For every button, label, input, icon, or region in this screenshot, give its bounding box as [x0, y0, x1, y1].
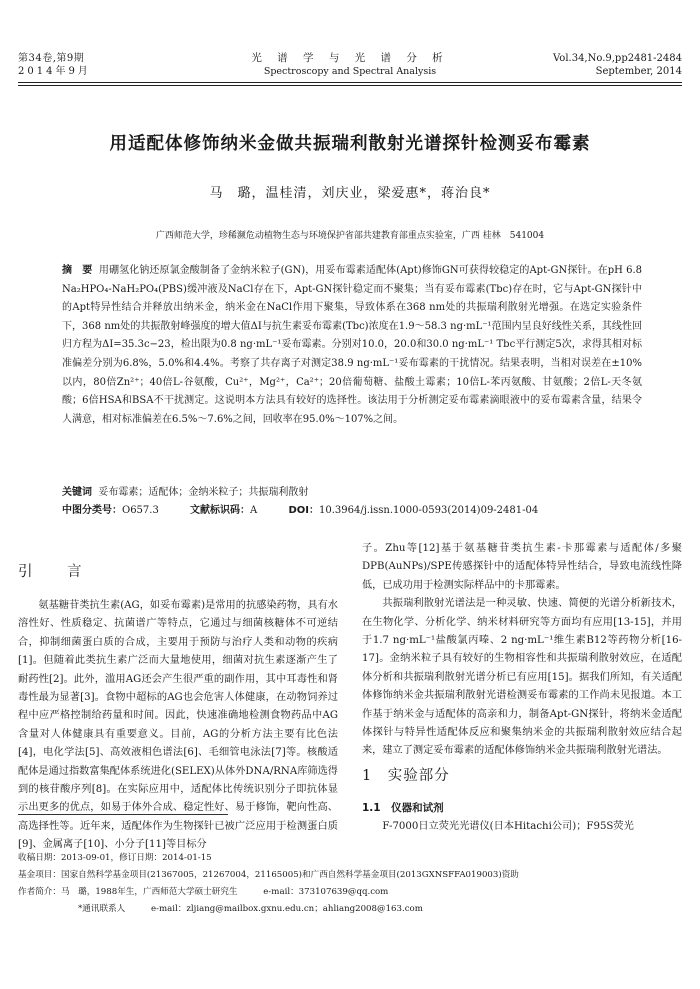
author-list: 马 璐，温桂清，刘庆业，梁爱惠*，蒋治良* [209, 186, 491, 201]
right-column [362, 540, 682, 761]
journal-title-en: Spectroscopy and Spectral Analysis [263, 66, 437, 77]
instrument-paragraph: F-7000日立荧光光谱仪(日本Hitachi公司)；F95S荧光 [382, 821, 634, 832]
doi-value: 10.3964/j.issn.1000-0593(2014)09-2481-04 [318, 505, 539, 516]
paper-title: 用适配体修饰纳米金做共振瑞利散射光谱探针检测妥布霉素 [109, 134, 591, 154]
affiliation: 广西师范大学，珍稀濒危动植物生态与环境保护省部共建教育部重点实验室，广西 桂林 541004 [155, 231, 545, 241]
fund-info: 基金项目：国家自然科学基金项目(21367005，21267004，21165005)和广西自然科学基金项目(2013GXNSFFA019003)资助 [18, 870, 519, 880]
abstract-label: 摘 要 [62, 265, 93, 276]
keywords-text: 妥布霉素；适配体；金纳米粒子；共振瑞利散射 [98, 487, 309, 498]
intro-body [18, 597, 338, 855]
footnote-rule [18, 814, 228, 815]
doc-code-value: A [250, 505, 258, 516]
clc-label: 中图分类号： [62, 505, 122, 516]
keywords-label: 关键词 [62, 487, 92, 498]
abstract-text: 用硼氢化钠还原氯金酸制备了金纳米粒子(GN)，用妥布霉素适配体(Apt)修饰GN可获得较稳定的Apt-GN探针。在pH 6.8 Na₂HPO₄-NaH₂PO₄(PBS)缓冲液及NaCl存在下，Apt-GN探针稳定而不聚集；当有妥布霉素(Tbc)存在时，它与Apt-GN探针中的Apt特异性结合并释放出纳米金，纳米金在NaCl作用下聚集，导致体系在368 nm处的共振瑞利散射光增强。在选定实验条件下，368 nm处的共振散射峰强度的增大值ΔI与抗生素妥布霉素(Tbc)浓度在1.9～58.3 ng·mL⁻¹范围内呈良好线性关系，其线性回归方程为ΔI=35.3c−23，检出限为0.8 ng·mL⁻¹妥布霉素。分别对10.0，20.0和30.0 ng·mL⁻¹ Tbc平行测定5次，求得其相对标准偏差分别为6.8%，5.0%和4.4%。考察了共存离子对测定38.9 ng·mL⁻¹妥布霉素的干扰情况。结果表明，当相对误差在±10%以内，80倍Zn²⁺；40倍L-谷氨酸，Cu²⁺，Mg²⁺，Ca²⁺；20倍葡萄糖、盐酸土霉素；10倍L-苯丙氨酸、甘氨酸；2倍L-天冬氨酸；6倍HSA和BSA不干扰测定。这说明本方法具有较好的选择性。该法用于分析测定妥布霉素滴眼液中的妥布霉素含量，结果令人满意，相对标准偏差在6.5%～7.6%之间，回收率在95.0%～107%之间。 [62, 265, 643, 425]
right-paragraph-1: 子。Zhu等[12]基于氨基糖苷类抗生素-卡那霉素与适配体/多聚DPB(AuNPs)/SPE传感探针中的适配体特异性结合，导致电流线性降低，已成功用于检测实际样品中的卡那霉素。 [362, 543, 682, 591]
volume-pages: Vol.34,No.9,pp2481-2484 [553, 53, 682, 64]
publication-date: 2014年9月 [18, 66, 91, 77]
clc-value: O657.3 [122, 505, 159, 516]
volume-issue: 第34卷,第9期 [18, 53, 85, 64]
footnotes [18, 850, 682, 918]
keywords-block [62, 484, 642, 520]
running-header-right [553, 52, 682, 78]
section-1-heading: 1 实验部分 [362, 768, 450, 784]
subsection-1-1-heading: 1.1 仪器和试剂 [362, 802, 444, 814]
header-rule [18, 82, 682, 83]
author-bio: 作者简介：马 璐，1988年生，广西师范大学硕士研究生 e-mail：373107639@qq.com [18, 887, 389, 897]
right-column-bottom [362, 818, 682, 836]
doi-label: DOI： [288, 505, 319, 516]
journal-title-cn: 光 谱 学 与 光 谱 分 析 [251, 52, 449, 64]
abstract [62, 262, 642, 429]
corresponding-author: *通讯联系人 e-mail：zljiang@mailbox.gxnu.edu.cn；ahliang2008@163.com [78, 904, 423, 914]
right-paragraph-2: 共振瑞利散射光谱法是一种灵敏、快速、简便的光谱分析新技术，在生物化学、分析化学、纳米材料研究等方面均有应用[13-15]，并用于1.7 ng·mL⁻¹盐酸氯丙嗪、2 ng·mL⁻¹维生素B12等药物分析[16-17]。金纳米粒子具有较好的生物相容性和共振瑞利散射效应，在适配体分析和共振瑞利散射光谱分析已有应用[15]。据我们所知，有关适配体修饰纳米金共振瑞利散射光谱检测妥布霉素的工作尚未见报道。本工作基于纳米金与适配体的高亲和力，制备Apt-GN探针，将纳米金适配体探针与特异性适配体反应和聚集纳米金的共振瑞利散射效应结合起来，建立了测定妥布霉素的适配体修饰纳米金共振瑞利散射光谱法。 [362, 598, 682, 757]
intro-heading: 引 言 [18, 564, 92, 580]
month-year: September, 2014 [595, 66, 682, 77]
header-rule-double [18, 85, 682, 86]
received-date: 收稿日期：2013-09-01，修订日期：2014-01-15 [18, 853, 212, 863]
doc-code-label: 文献标识码： [190, 505, 251, 516]
intro-paragraph: 氨基糖苷类抗生素(AG，如妥布霉素)是常用的抗感染药物，具有水溶性好、性质稳定、抗菌谱广等特点，它通过与细菌核糖体不可逆结合，抑制细菌蛋白质的合成，主要用于预防与治疗人类和动物的疾病[1]。但随着此类抗生素广泛而大量地使用，细菌对抗生素逐渐产生了耐药性[2]。此外，滥用AG还会产生很严重的副作用，其中耳毒性和肾毒性最为显著[3]。食物中超标的AG也会危害人体健康，在动物饲养过程中应严格控制给药量和时间。因此，快速准确地检测食物药品中AG含量对人体健康具有重要意义。目前，AG的分析方法主要有比色法[4]，电化学法[5]、高效液相色谱法[6]、毛细管电泳法[7]等。核酸适配体是通过指数富集配体系统进化(SELEX)从体外DNA/RNA库筛选得到的核苷酸序列[8]。在实际应用中，适配体比传统识别分子即抗体显示出更多的优点，如易于体外合成、稳定性好、易于修饰，靶向性高、高选择性等。近年来，适配体作为生物探针已被广泛应用于检测蛋白质[9]、金属离子[10]、小分子[11]等目标分 [18, 600, 338, 851]
